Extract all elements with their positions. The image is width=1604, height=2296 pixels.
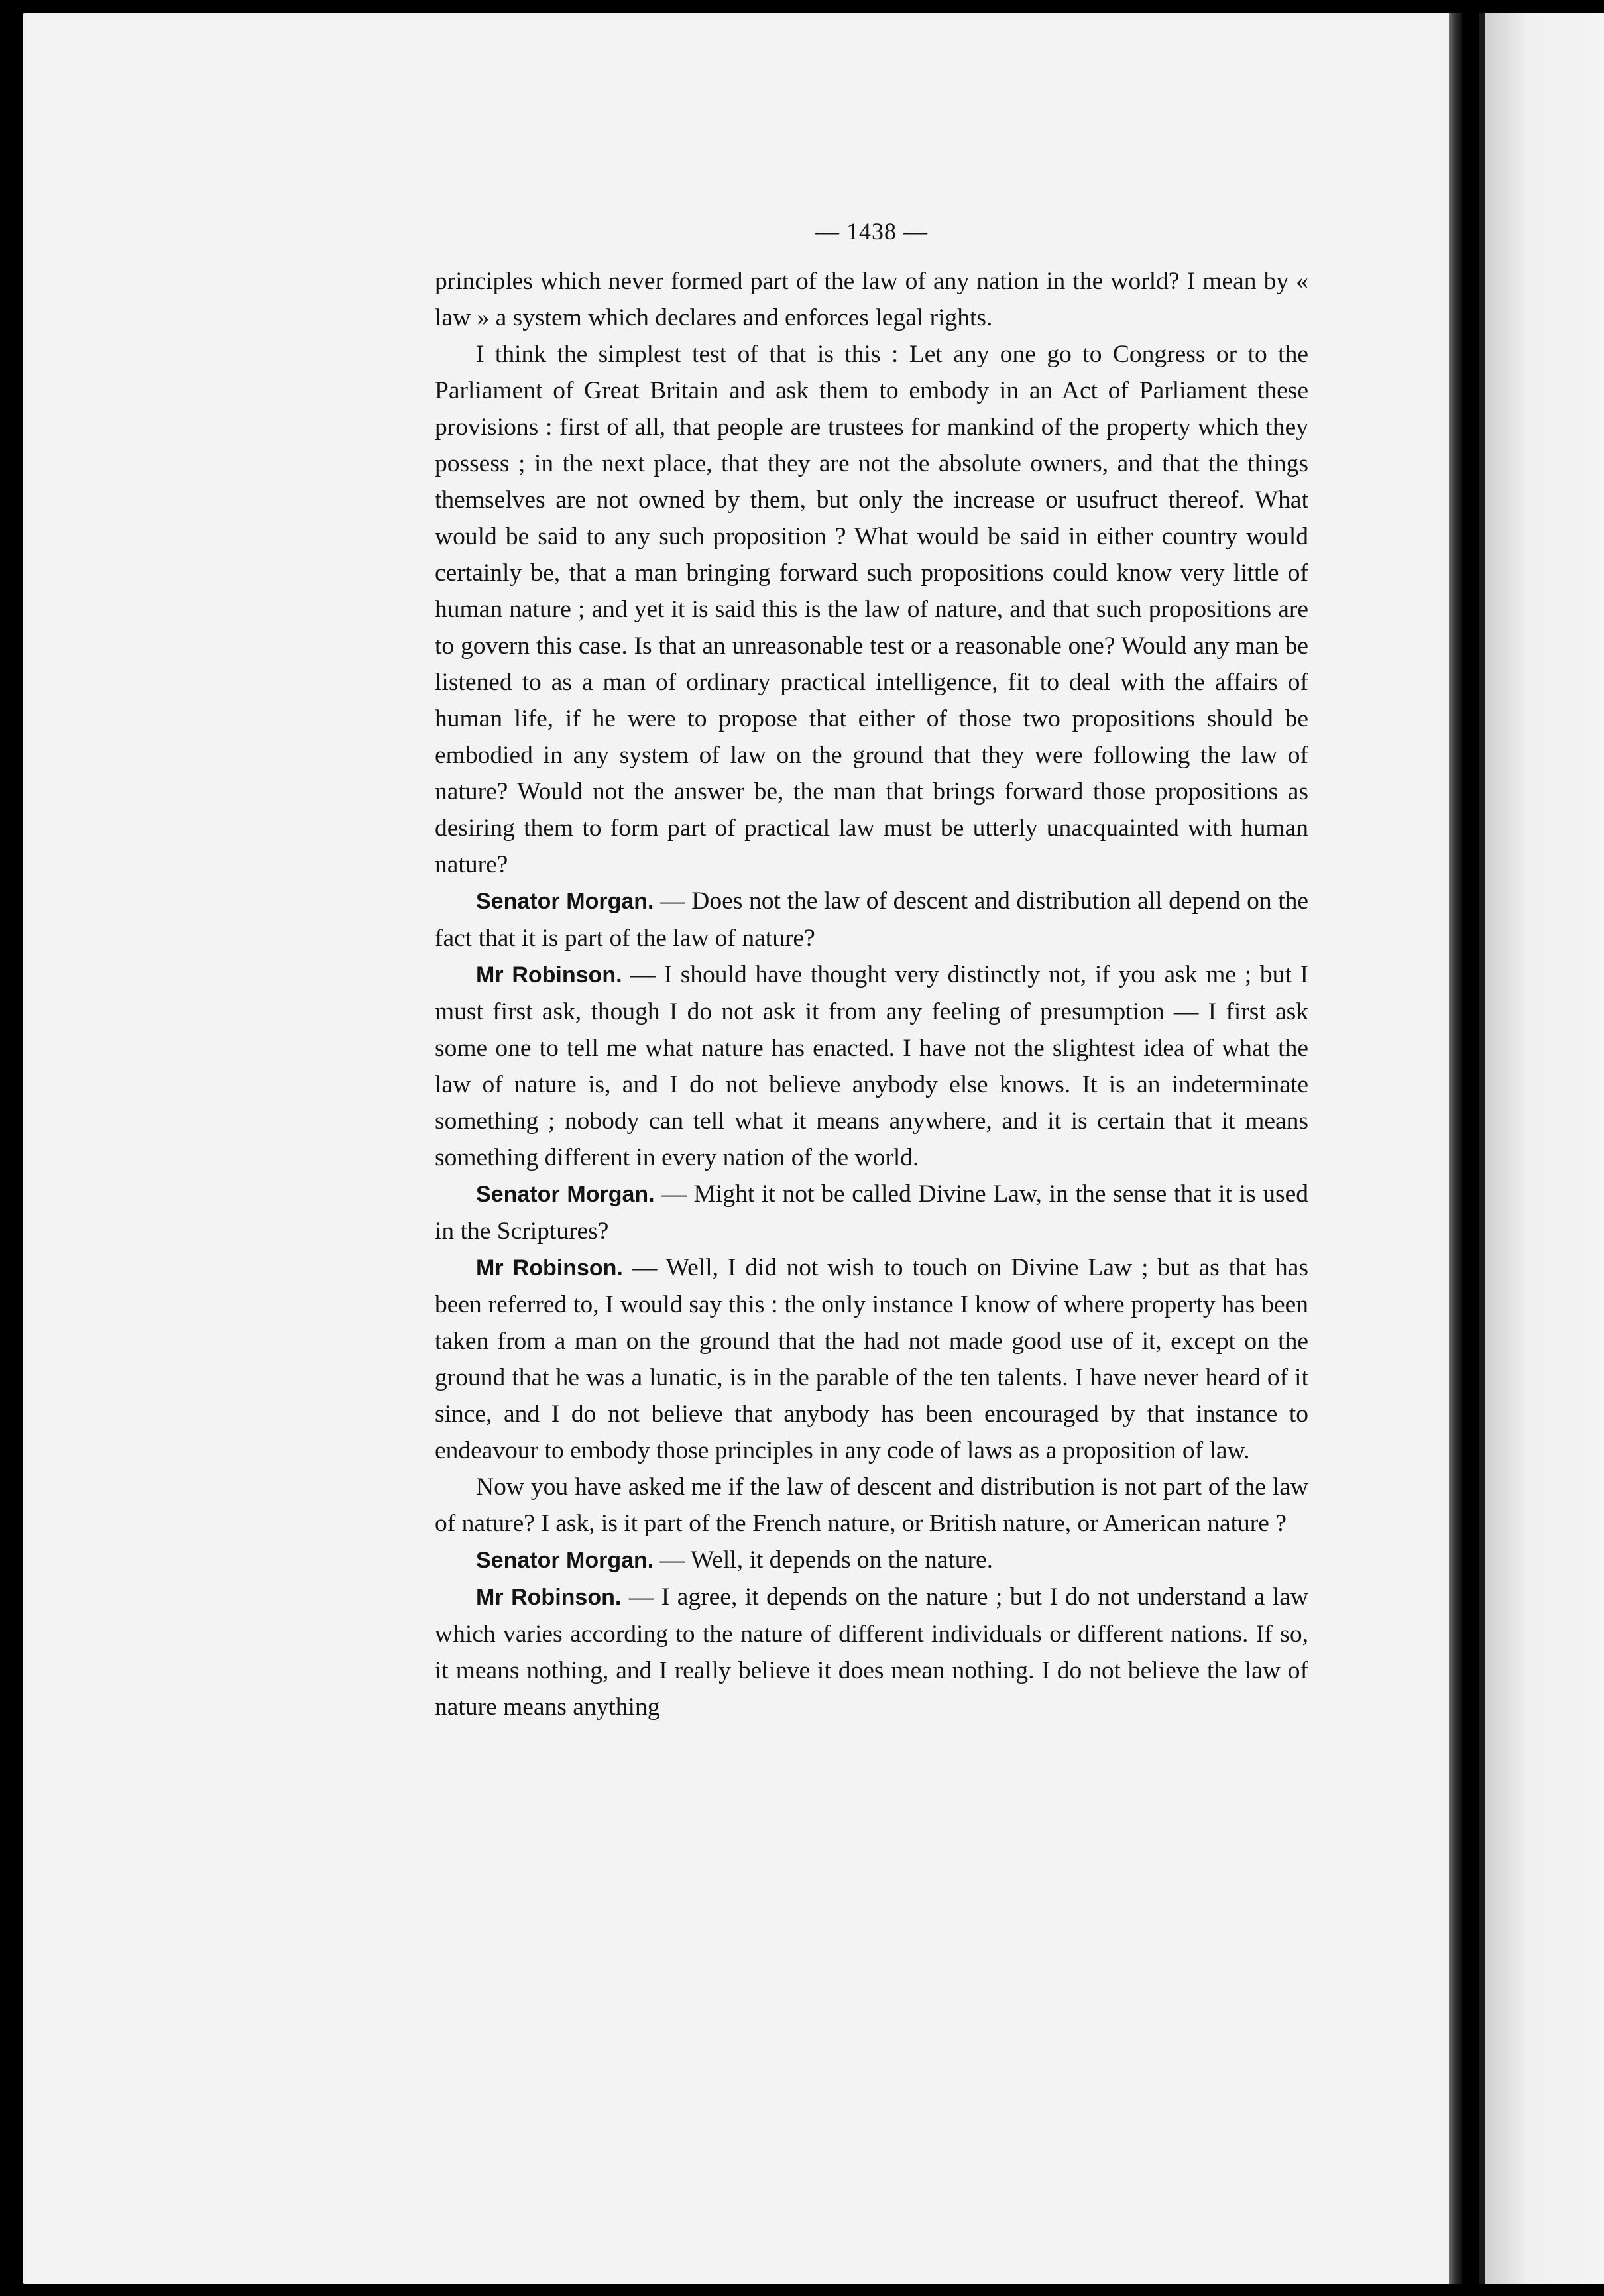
speech-text: — I agree, it depends on the nature ; but I do not understand a law which varies according to the nature of different individuals or different nations. If so, it means nothing, and I really believe it does mean nothing. I do not believe the law of nature means anything — [435, 1583, 1308, 1721]
paragraph-continuation — [435, 263, 1308, 336]
speech-paragraph — [435, 1176, 1308, 1249]
speech-text: — Might it not be called Divine Law, in the sense that it is used in the Scriptures? — [435, 1180, 1309, 1245]
speech-text: — Well, it depends on the nature. — [654, 1546, 994, 1574]
page-body — [435, 213, 1308, 1725]
paragraph-text: Now you have asked me if the law of descent and distribution is not part of the law of nature? I ask, is it part of the French nature, or British nature, or American nature ? — [435, 1473, 1308, 1537]
speaker-name: Mr Robinson. — [476, 1585, 622, 1610]
speech-paragraph — [435, 1542, 1308, 1579]
speaker-name: Mr Robinson. — [476, 1255, 623, 1281]
paragraph — [435, 1469, 1308, 1542]
speech-paragraph — [435, 956, 1308, 1176]
page-number: — 1438 — — [815, 218, 928, 245]
speech-text: — Well, I did not wish to touch on Divine Law ; but as that has been referred to, I would say this : the only instance I know of where property has been taken from a man on the ground that the had not made good use of it, except on the ground that he was a lunatic, is in the parable of the ten talents. I have never heard of it since, and I do not believe that anybody has been encouraged by that instance to endeavour to embody those principles in any code of laws as a proposition of law. — [435, 1254, 1308, 1464]
paragraph — [435, 336, 1308, 883]
speech-text: — Does not the law of descent and distribution all depend on the fact that it is part of the law of nature? — [435, 888, 1309, 952]
book-spine-shadow — [1449, 13, 1462, 2284]
speaker-name: Senator Morgan. — [476, 889, 654, 914]
speech-paragraph — [435, 883, 1308, 956]
speech-paragraph — [435, 1249, 1308, 1469]
adjacent-page-edge — [1479, 13, 1604, 2284]
speaker-name: Senator Morgan. — [476, 1548, 654, 1573]
paragraph-text: I think the simplest test of that is this : Let any one go to Congress or to the Parliament of Great Britain and ask them to embody in an Act of Parliament these provisions : first of all, that people are trustees for mankind of the property which they possess ; in the next place, that they are not the absolute owners, and that the things themselves are not owned by them, but only the increase or usufruct thereof. What would be said to any such proposition ? What would be said in either country would certainly be, that a man bringing forward such propositions could know very little of human nature ; and yet it is said this is the law of nature, and that such propositions are to govern this case. Is that an unreasonable test or a reasonable one? Would any man be listened to as a man of ordinary practical intelligence, fit to deal with the affairs of human life, if he were to propose that either of those two propositions should be embodied in any system of law on the ground that they were following the law of nature? Would not the answer be, the man that brings forward those propositions as desiring them to form part of practical law must be utterly unacquainted with human nature? — [435, 341, 1308, 878]
speaker-name: Mr Robinson. — [476, 962, 622, 988]
speech-paragraph — [435, 1579, 1308, 1725]
speech-text: — I should have thought very distinctly not, if you ask me ; but I must first ask, though I do not ask it from any feeling of presumption — I first ask some one to tell me what nature has enacted. I have not the slightest idea of what the law of nature is, and I do not believe anybody else knows. It is an indeterminate something ; nobody can tell what it means anywhere, and it is certain that it means something different in every nation of the world. — [435, 961, 1308, 1171]
paragraph-text: principles which never formed part of the law of any nation in the world? I mean by « law » a system which declares and enforces legal rights. — [435, 268, 1308, 331]
speaker-name: Senator Morgan. — [476, 1182, 655, 1207]
